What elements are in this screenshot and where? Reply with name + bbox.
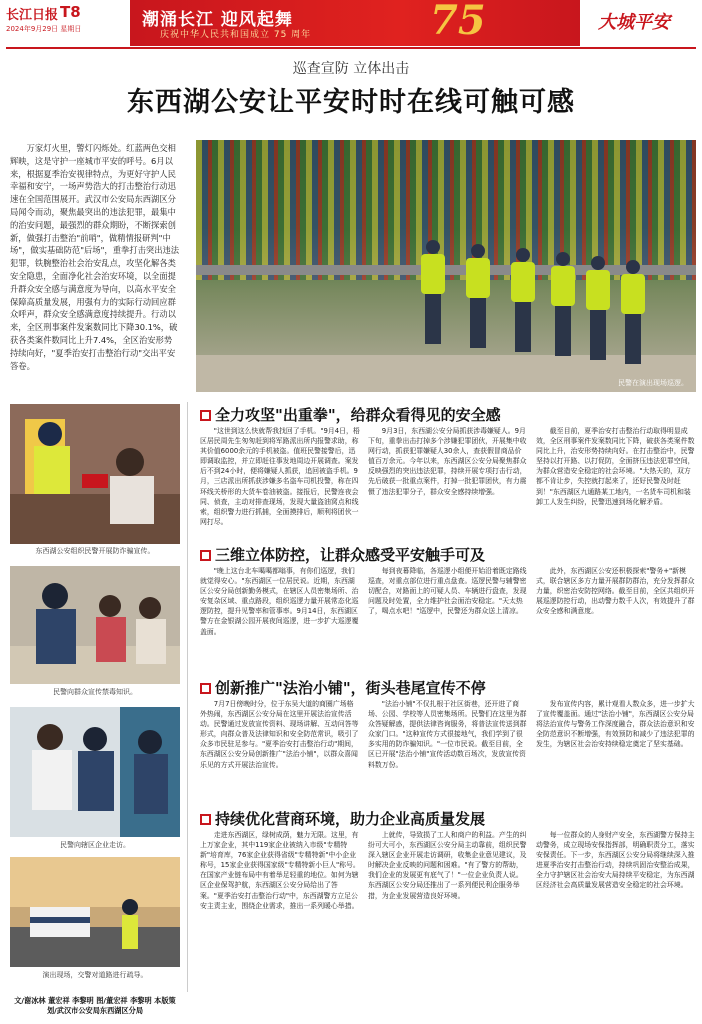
body-column: 上就传，导致损了工人和商户的利益。产生的纠纷可大可小，东西湖区公安分局主动靠前，组织民警深入辖区企业开展走访调研，收集企业意见建议，及时解决企业反映的问题和困难。"有了警方的帮助，我们企业的发展更有底气了！"一位企业负责人说。东西湖区公安分局还推出了一系列便民利企服务举措，为企业发展营造良好环境。 [368,831,527,900]
body-column: 每一位群众的人身财产安全，东西湖警方保持主动警务，成立现场安保指挥部，明确职责分工，落实安保责任。下一步，东西湖区公安分局将继续深入推进夏季治安打击整治行动，持续巩固治安整治成果，全力守护辖区社会治安大局持续平安稳定，为东西湖区经济社会高质量发展营造安全稳定的社会环境。 [536,831,695,890]
section-square-icon [200,410,211,421]
section-title-1 [200,404,501,425]
article-kicker: 巡查宣防 立体出击 [292,61,410,77]
side-caption-1: 东西湖公安组织民警开展防诈骗宣传。 [35,547,155,555]
body-column: 发布宣传内容，累计观看人数众多，进一步扩大了宣传覆盖面。通过"法治小铺"，东西湖区公安分局将法治宣传与警务工作深度融合，群众法治意识和安全防范意识不断增强，有效预防和减少了违法犯罪的发生，为辖区社会治安持续稳定奠定了坚实基础。 [536,700,695,749]
body-column: 7月7日傍晚时分，位于东吴大道的商圈广场格外热闹，东西湖区公安分局在这里开展法治宣传活动。民警通过发放宣传资料、现场讲解、互动问答等形式，向群众普及法律知识和安全防范常识，吸引了众多市民驻足参与。"夏季治安打击整治行动"期间，东西湖区公安分局创新推广"法治小铺"，以群众喜闻乐见的方式开展法治宣传。 [200,700,359,769]
masthead [0,0,702,46]
side-photo-4 [10,857,180,967]
section-title-text: 创新推广"法治小铺"，街头巷尾宣传不停 [215,679,486,697]
side-caption-2: 民警向群众宣传禁毒知识。 [53,688,137,696]
side-photo-1 [10,404,180,544]
section-square-icon [200,550,211,561]
masthead-left [0,0,130,46]
body-column: 截至目前，夏季治安打击整治行动取得明显成效，全区刑事案件发案数同比下降，破获各类案件数同比上升，治安形势持续向好。在打击整治中，民警坚持以打开路、以打促防，全面挤压违法犯罪空间，为群众营造安全稳定的社会环境。"大热天的，双方都不肯让步，失控就打起来了，还好民警及时赶到！"东西湖区九通路某工地内，一名货车司机和装卸工人发生纠纷，民警迅速到场化解矛盾。 [536,427,695,506]
hero-caption: 民警在演出现场巡逻。 [618,379,688,387]
body-column: 走进东西湖区，绿树成荫，魅力无限。这里，有上万家企业，其中119家企业被纳入市级"专精特新"培育库，76家企业获得省级"专精特新"中小企业称号，15家企业获得国家级"专精特新小巨人"称号。在国家产业链布局中有着举足轻重的地位。如何为辖区企业保驾护航，东西湖区公安分局给出了答案。"夏季治安打击整治行动"中，东西湖警方立足公安主责主业，围绕企业需求，推出一系列暖心举措。 [200,831,360,910]
body-column: 每到夜幕降临，各巡逻小组便开始沿着既定路线巡查，对重点部位进行重点盘查。巡逻民警与辅警密切配合，对路面上的可疑人员、车辆进行盘查，发现问题及时处置，全力维护社会面治安稳定。"天太热了，喝点水吧！"巡逻中，民警还为群众送上清凉。 [368,567,527,616]
photo-illustration [10,404,180,544]
body-column: 此外，东西湖区公安还积极探索"警务+"新模式，联合辖区多方力量开展群防群治，充分发挥群众力量，织密治安防控网络。截至目前，全区共组织开展巡逻防控行动，出动警力数千人次，有效提升了群众安全感和满意度。 [536,567,695,616]
side-caption-3: 民警向辖区企业走访。 [60,841,130,849]
officer-figure [621,260,645,370]
top-rule [6,47,696,49]
section-square-icon [200,683,211,694]
photo-illustration [10,566,180,684]
section-title-text: 三维立体防控，让群众感受平安触手可及 [215,546,486,564]
section-title-4 [200,808,485,829]
article-headline: 东西湖公安让平安时时在线可触可感 [127,87,575,118]
lead-column [10,142,180,392]
body-column: 9月3日，东西湖公安分局抓获涉毒嫌疑人。9月下旬，重拳出击打掉多个涉嫌犯罪团伙，开展集中收网行动，抓获犯罪嫌疑人30余人，查获假冒商品价值百万余元。今年以来，东西湖区公安分局聚焦群众反映强烈的突出违法犯罪，持续开展专项打击行动，先后破获一批重点案件，打掉一批犯罪团伙，有力震慑了违法犯罪分子，群众安全感持续增强。 [368,427,527,496]
photo-illustration [10,857,180,967]
lead-paragraph: 万家灯火里，警灯闪烁处。红蓝两色交相辉映，这是守护一座城市平安的呼号。6月以来，根据夏季治安视律特点，为更好守护人民幸福和安宁，一场声势浩大的打击整治行动迅速在全国范围展开。武汉市公安局东西湖区分局闻令而动，聚焦最突出的违法犯罪，最集中的治安问题，最强烈的群众期盼，不断探索创新，做强打击整治"前哨"，做精情报研判"中场"，做实基础防范"后场"，重拳打击突出违法犯罪，铁腕整治社会治安乱点，攻坚化解各类安全隐患，全面净化社会治安环境，以全面提升群众安全感与满意度为导向，以高水平安全保障高质量发展，用强有力的实际行动回应群众呼声，群众安全感满意度持续提升。行动以来，全区刑事案件发案数同比下降30.1%，破获各类案件数同比上升7.4%，全区治安形势持续向好，"夏季治安打击整治行动"交出平安答卷。 [10,143,180,371]
side-photo-2 [10,566,180,684]
officer-figure [551,252,575,362]
issue-date: 2024年9月29日 星期日 [6,25,82,33]
stadium-stands [196,140,696,280]
officer-figure [421,240,445,350]
section-title-2 [200,544,485,565]
body-column: "这世到这么快就帮我找回了手机。"9月4日，梧区居民周先生匆匆赶到将军路派出所内报警求助，称其价值6000余元的手机被盗。值班民警接警后，迅即调取监控，并立即赶往事发地周边开展调查。案发后不到24小时，便将嫌疑人抓获，追回被盗手机。9月，三店派出所抓获涉嫌多名盗车司机投警，称在四环线关桥形的大货车卷油被盗。接报后，民警连夜会同、侦查，主动对排查现场，发现大量盗油窝点和线索，组织警力进行抓捕，全面摸排后，顺利将团伙一网打尽。 [200,427,360,526]
side-photo-3 [10,707,180,837]
section-body-2 [200,566,696,670]
officer-figure [511,248,535,358]
masthead-right [580,0,702,46]
officer-figure [586,256,610,366]
body-column: "晚上这台北车噶噶都嗡事，有你们巡逻，我们就觉得安心。"东西湖区一位居民说。近期，东西湖区公安分局创新勤务模式，在辖区人员密集场所、治安复杂区域、重点路段，组织巡逻力量开展常态化巡逻防控，提升见警率和管事率。9月14日，东西湖区警方在金银湖公园开展夜间巡逻，进一步扩大巡逻覆盖面。 [200,567,359,636]
hero-photo [196,140,696,392]
section-title-text: 持续优化营商环境，助力企业高质量发展 [215,810,486,828]
column-name: 大城平安 [598,12,670,33]
banner-slogan: 潮涌长江 迎风起舞 [142,10,293,30]
banner-subtitle: 庆祝中华人民共和国成立 75 周年 [160,30,312,40]
paper-name: 长江日报 [6,8,59,23]
section-title-text: 全力攻坚"出重拳"，给群众看得见的安全感 [215,406,501,424]
side-caption-4: 演出现场，交警对道路进行疏导。 [42,971,148,979]
officer-figure [466,244,490,354]
section-square-icon [200,814,211,825]
photo-illustration [10,707,180,837]
anniversary-banner [130,0,580,46]
section-body-1 [200,426,696,536]
section-body-3 [200,699,696,803]
body-column: "法治小铺"不仅扎根于社区街巷，还开进了商场、公园、学校等人员密集场所。民警们在这里为群众答疑解惑，提供法律咨询服务，将普法宣传送到群众家门口。"这种宣传方式很接地气，我们学到了很多实用的防诈骗知识。"一位市民说。截至目前，全区已开展"法治小铺"宣传活动数百场次，发放宣传资料数万份。 [368,700,527,769]
column-divider [187,402,188,992]
page-number: T8 [60,3,81,21]
banner-number: 75 [430,0,486,44]
section-body-4 [200,830,696,1020]
section-title-3 [200,677,486,698]
byline: 文/谢冰林 董宏祥 李黎明 图/董宏祥 李黎明 本版策划/武汉市公安局东西湖区分局 [14,996,176,1015]
